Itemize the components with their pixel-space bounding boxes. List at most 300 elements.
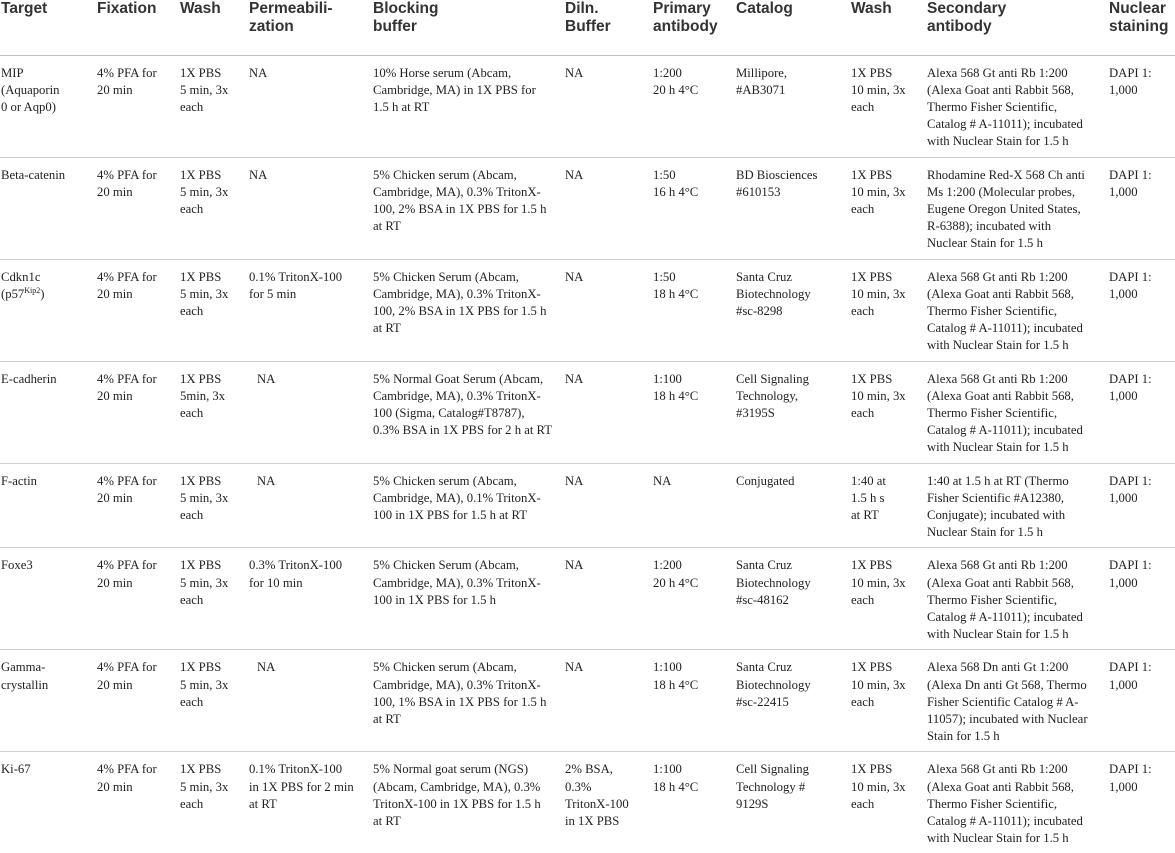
cell-text: #sc-48162 (736, 592, 789, 607)
cell-text: Technology # (736, 779, 806, 794)
cell-line (373, 659, 565, 676)
cell-line (249, 761, 373, 778)
cell-line (851, 592, 927, 609)
cell-text: Cell Signaling (736, 762, 809, 777)
cell-text: 20 min (97, 286, 133, 301)
target-cell (0, 463, 97, 548)
cell-text: Fisher Scientific #A12380, (927, 490, 1065, 505)
cell-line (1, 557, 97, 574)
catalog-cell (736, 650, 851, 752)
cell-text: DAPI 1: (1109, 371, 1152, 386)
cell-text: 1X PBS (180, 762, 222, 777)
cell-text: NA (249, 167, 268, 182)
cell-line (653, 761, 736, 778)
cell-line (373, 201, 565, 218)
cell-text: 1:200 (653, 65, 682, 80)
cell-text: NA (257, 473, 276, 488)
cell-line (653, 659, 736, 676)
primary-antibody-cell (653, 463, 736, 548)
cell-line (180, 507, 249, 524)
cell-line (927, 507, 1109, 524)
cell-line (1, 82, 97, 99)
cell-text: each (180, 796, 204, 811)
cell-text: E-cadherin (1, 371, 57, 386)
primary-antibody-cell (653, 752, 736, 853)
cell-line (1, 659, 97, 676)
target-cell (0, 752, 97, 853)
wash-2-cell (851, 752, 927, 853)
permeabilization-cell (249, 752, 373, 853)
cell-text: Foxe3 (1, 558, 33, 573)
cell-text: #AB3071 (736, 82, 786, 97)
fixation-cell (97, 55, 180, 157)
cell-line (851, 201, 927, 218)
cell-text: (Alexa Goat anti Rabbit 568, (927, 388, 1074, 403)
cell-text: 1X PBS (180, 371, 222, 386)
cell-line (565, 779, 653, 796)
secondary-antibody-cell (927, 55, 1109, 157)
nuclear-staining-cell (1109, 650, 1175, 752)
cell-line (736, 405, 851, 422)
cell-text: 18 h 4°C (653, 779, 699, 794)
secondary-antibody-cell (927, 752, 1109, 853)
cell-line (373, 184, 565, 201)
cell-line (373, 575, 565, 592)
catalog-cell (736, 259, 851, 361)
nuclear-staining-cell (1109, 752, 1175, 853)
cell-text: Cambridge, MA), 0.3% TritonX- (373, 388, 541, 403)
cell-text: at RT (851, 507, 879, 522)
cell-text: DAPI 1: (1109, 762, 1152, 777)
cell-text: 1:100 (653, 762, 682, 777)
cell-text: each (180, 405, 204, 420)
cell-text: Alexa 568 Dn anti Gt 1:200 (927, 660, 1069, 675)
cell-text: 1.5 h at RT (373, 99, 430, 114)
primary-antibody-cell (653, 548, 736, 650)
cell-text: 1:200 (653, 558, 682, 573)
cell-text: Eugene Oregon United States, (927, 201, 1081, 216)
column-header-target (0, 0, 97, 55)
cell-line (180, 796, 249, 813)
cell-line (927, 65, 1109, 82)
cell-line (373, 761, 565, 778)
cell-text: 5% Normal Goat Serum (Abcam, (373, 371, 544, 386)
target-cell (0, 259, 97, 361)
cell-line (1109, 82, 1175, 99)
cell-text: NA (257, 660, 276, 675)
cell-text: 1,000 (1109, 286, 1138, 301)
cell-text: Ki-67 (1, 762, 31, 777)
cell-text: at RT (373, 219, 401, 234)
cell-text: each (180, 201, 204, 216)
catalog-cell (736, 752, 851, 853)
cell-line (257, 659, 373, 676)
cell-text: Alexa 568 Gt anti Rb 1:200 (927, 65, 1068, 80)
secondary-antibody-cell (927, 650, 1109, 752)
cell-text: Catalog # A-11011); incubated (927, 609, 1083, 624)
cell-line (180, 405, 249, 422)
cell-line (97, 473, 180, 490)
cell-text: Thermo Fisher Scientific, (927, 405, 1058, 420)
cell-line (927, 557, 1109, 574)
cell-line (373, 677, 565, 694)
cell-text: (Alexa Goat anti Rabbit 568, (927, 82, 1074, 97)
cell-text: Nuclear Stain for 1.5 h (927, 236, 1043, 251)
cell-line (927, 728, 1109, 745)
cell-text: 5% Chicken Serum (Abcam, (373, 558, 519, 573)
blocking-buffer-cell (373, 361, 565, 463)
cell-line (927, 524, 1109, 541)
cell-line (373, 65, 565, 82)
cell-line (565, 761, 653, 778)
fixation-cell (97, 157, 180, 259)
cell-text: each (180, 507, 204, 522)
wash-cell (180, 548, 249, 650)
target-cell (0, 361, 97, 463)
diln-buffer-cell (565, 752, 653, 853)
cell-text: Biotechnology (736, 286, 811, 301)
cell-line (1109, 557, 1175, 574)
wash-2-cell (851, 361, 927, 463)
cell-line (736, 557, 851, 574)
wash-cell (180, 463, 249, 548)
cell-line (180, 473, 249, 490)
cell-line (1109, 659, 1175, 676)
cell-text: each (180, 592, 204, 607)
cell-text: crystallin (1, 677, 49, 692)
cell-text: each (180, 303, 204, 318)
cell-line (851, 371, 927, 388)
column-header-line: antibody (927, 18, 992, 35)
fixation-cell (97, 361, 180, 463)
cell-line (851, 99, 927, 116)
cell-text: 5 min, 3x (180, 82, 229, 97)
diln-buffer-cell (565, 650, 653, 752)
cell-text: 16 h 4°C (653, 184, 699, 199)
cell-line (97, 167, 180, 184)
cell-line (180, 82, 249, 99)
cell-text: 1,000 (1109, 184, 1138, 199)
superscript: Kip2 (24, 285, 41, 295)
cell-line (1109, 371, 1175, 388)
column-header-line: Permeabili- (249, 0, 333, 17)
cell-line (565, 659, 653, 676)
cell-line (373, 490, 565, 507)
cell-text: 1X PBS (180, 660, 222, 675)
cell-text: 20 h 4°C (653, 82, 699, 97)
column-header-line: Wash (851, 0, 892, 17)
cell-text: 1:100 (653, 371, 682, 386)
cell-text: 10 min, 3x (851, 388, 906, 403)
diln-buffer-cell (565, 55, 653, 157)
cell-text: each (180, 99, 204, 114)
permeabilization-cell (249, 259, 373, 361)
column-header-primary-antibody (653, 0, 736, 55)
cell-line (653, 388, 736, 405)
cell-text: 5min, 3x (180, 388, 226, 403)
cell-line (927, 303, 1109, 320)
blocking-buffer-cell (373, 650, 565, 752)
cell-text: 20 min (97, 575, 133, 590)
cell-line (851, 659, 927, 676)
cell-text: 10 min, 3x (851, 286, 906, 301)
cell-text: NA (565, 167, 584, 182)
column-header-permeabilization (249, 0, 373, 55)
cell-line (249, 796, 373, 813)
cell-line (180, 286, 249, 303)
cell-line (851, 65, 927, 82)
cell-line (736, 184, 851, 201)
cell-text: 100 in 1X PBS for 1.5 h at RT (373, 507, 527, 522)
cell-line (927, 99, 1109, 116)
cell-text: each (851, 694, 875, 709)
cell-text: 4% PFA for (97, 762, 157, 777)
cell-text: 5% Chicken serum (Abcam, (373, 167, 517, 182)
cell-text: Alexa 568 Gt anti Rb 1:200 (927, 371, 1068, 386)
cell-text: 10% Horse serum (Abcam, (373, 65, 512, 80)
cell-text: each (851, 99, 875, 114)
cell-text: Cambridge, MA), 0.3% TritonX- (373, 286, 541, 301)
nuclear-staining-cell (1109, 463, 1175, 548)
cell-line (1109, 388, 1175, 405)
cell-text: 1,000 (1109, 82, 1138, 97)
cell-line (851, 761, 927, 778)
secondary-antibody-cell (927, 463, 1109, 548)
cell-text: 1:40 at 1.5 h at RT (Thermo (927, 473, 1069, 488)
cell-text: 5 min, 3x (180, 779, 229, 794)
column-header-wash-2 (851, 0, 927, 55)
cell-line (249, 269, 373, 286)
cell-text: each (851, 201, 875, 216)
cell-line (180, 201, 249, 218)
target-cell (0, 55, 97, 157)
target-cell (0, 548, 97, 650)
cell-text: Cambridge, MA), 0.3% TritonX- (373, 184, 541, 199)
cell-line (1109, 286, 1175, 303)
cell-text: NA (257, 371, 276, 386)
cell-text: Cambridge, MA), 0.1% TritonX- (373, 490, 541, 505)
cell-text: Cell Signaling (736, 371, 809, 386)
nuclear-staining-cell (1109, 157, 1175, 259)
cell-line (180, 490, 249, 507)
cell-text: 1,000 (1109, 490, 1138, 505)
cell-text: 20 min (97, 388, 133, 403)
cell-line (180, 184, 249, 201)
column-header-secondary-antibody (927, 0, 1109, 55)
cell-line (373, 422, 565, 439)
cell-line (653, 557, 736, 574)
column-header-line: Buffer (565, 18, 611, 35)
blocking-buffer-cell (373, 752, 565, 853)
cell-text: Catalog # A-11011); incubated (927, 117, 1083, 132)
cell-line (851, 303, 927, 320)
cell-line (97, 65, 180, 82)
cell-text: Thermo Fisher Scientific, (927, 592, 1058, 607)
column-header-blocking-buffer (373, 0, 565, 55)
cell-line (927, 609, 1109, 626)
secondary-antibody-cell (927, 548, 1109, 650)
cell-line (249, 779, 373, 796)
cell-line (736, 796, 851, 813)
cell-text: at RT (373, 712, 401, 726)
column-header-line: Wash (180, 0, 221, 17)
cell-text: 0 or Aqp0) (1, 99, 56, 114)
cell-line (565, 813, 653, 830)
cell-text: 1,000 (1109, 388, 1138, 403)
cell-text: DAPI 1: (1109, 269, 1152, 284)
column-header-catalog (736, 0, 851, 55)
column-header-line: buffer (373, 18, 417, 35)
cell-line (180, 592, 249, 609)
cell-text: 1X PBS (851, 371, 893, 386)
wash-2-cell (851, 259, 927, 361)
cell-text: at RT (249, 796, 277, 811)
cell-text: 1X PBS (180, 473, 222, 488)
cell-text: 18 h 4°C (653, 286, 699, 301)
secondary-antibody-cell (927, 259, 1109, 361)
column-header-line: staining (1109, 18, 1169, 35)
permeabilization-cell (249, 548, 373, 650)
cell-text: 4% PFA for (97, 65, 157, 80)
cell-text: each (851, 303, 875, 318)
cell-text: 0.3% BSA in 1X PBS for 2 h at RT (373, 423, 552, 438)
cell-text: 5 min, 3x (180, 575, 229, 590)
cell-line (97, 659, 180, 676)
cell-line (851, 184, 927, 201)
column-header-wash (180, 0, 249, 55)
cell-text: with Nuclear Stain for 1.5 h (927, 440, 1069, 455)
cell-line (927, 201, 1109, 218)
cell-line (927, 677, 1109, 694)
cell-text: 18 h 4°C (653, 388, 699, 403)
table-header (0, 0, 1175, 55)
column-header-line: Primary (653, 0, 711, 17)
cell-line (180, 659, 249, 676)
cell-line (927, 779, 1109, 796)
cell-text: (p57 (1, 286, 25, 301)
column-header-line: Secondary (927, 0, 1007, 17)
cell-text: Fisher Scientific Catalog # A- (927, 694, 1079, 709)
cell-line (565, 269, 653, 286)
cell-line (851, 557, 927, 574)
wash-2-cell (851, 650, 927, 752)
cell-text: each (851, 796, 875, 811)
cell-line (736, 694, 851, 711)
permeabilization-cell (249, 55, 373, 157)
cell-text: #sc-8298 (736, 303, 783, 318)
cell-line (373, 473, 565, 490)
cell-line (249, 286, 373, 303)
cell-line (927, 694, 1109, 711)
nuclear-staining-cell (1109, 55, 1175, 157)
wash-2-cell (851, 55, 927, 157)
secondary-antibody-cell (927, 361, 1109, 463)
cell-text: 0.3% TritonX-100 (249, 558, 343, 573)
cell-text: Alexa 568 Gt anti Rb 1:200 (927, 269, 1068, 284)
cell-line (97, 779, 180, 796)
permeabilization-cell (249, 463, 373, 548)
cell-text: 2% BSA, (565, 762, 613, 777)
cell-text: 100 (Sigma, Catalog#T8787), (373, 405, 525, 420)
table-row (0, 361, 1175, 463)
cell-text: with Nuclear Stain for 1.5 h (927, 627, 1069, 642)
cell-text: TritonX-100 (565, 796, 629, 811)
cell-line (927, 626, 1109, 643)
cell-line (736, 388, 851, 405)
cell-line (97, 575, 180, 592)
cell-text: 1X PBS (180, 269, 222, 284)
cell-line (373, 218, 565, 235)
cell-text: 1X PBS (180, 65, 222, 80)
cell-line (257, 371, 373, 388)
table-body (0, 55, 1175, 853)
cell-line (927, 82, 1109, 99)
cell-text: BD Biosciences (736, 167, 818, 182)
cell-line (180, 99, 249, 116)
cell-text: #610153 (736, 184, 781, 199)
cell-text: #3195S (736, 405, 775, 420)
cell-text: 5% Chicken serum (Abcam, (373, 473, 517, 488)
cell-text: Catalog # A-11011); incubated (927, 814, 1083, 829)
cell-text: Biotechnology (736, 575, 811, 590)
cell-text: 4% PFA for (97, 371, 157, 386)
cell-text: 1:50 (653, 167, 676, 182)
cell-text: Santa Cruz (736, 269, 793, 284)
fixation-cell (97, 463, 180, 548)
column-header-line: Diln. (565, 0, 599, 17)
cell-line (736, 592, 851, 609)
cell-line (1, 761, 97, 778)
catalog-cell (736, 157, 851, 259)
cell-line (565, 796, 653, 813)
cell-text: Ms 1:200 (Molecular probes, (927, 184, 1075, 199)
cell-line (565, 557, 653, 574)
cell-line (736, 269, 851, 286)
cell-line (851, 82, 927, 99)
table-row (0, 548, 1175, 650)
cell-line (736, 677, 851, 694)
cell-text: Beta-catenin (1, 167, 66, 182)
diln-buffer-cell (565, 157, 653, 259)
catalog-cell (736, 463, 851, 548)
cell-text: 1X PBS (851, 660, 893, 675)
cell-line (653, 575, 736, 592)
cell-text: NA (565, 269, 584, 284)
cell-line (927, 473, 1109, 490)
cell-text: 1,000 (1109, 779, 1138, 794)
wash-cell (180, 157, 249, 259)
cell-line (180, 694, 249, 711)
cell-text: DAPI 1: (1109, 558, 1152, 573)
cell-text: 20 min (97, 490, 133, 505)
cell-line (373, 286, 565, 303)
cell-text: (Alexa Goat anti Rabbit 568, (927, 286, 1074, 301)
cell-text: NA (249, 65, 268, 80)
cell-line (373, 269, 565, 286)
fixation-cell (97, 752, 180, 853)
cell-line (851, 405, 927, 422)
cell-text-suffix: ) (40, 286, 45, 301)
cell-text: 4% PFA for (97, 660, 157, 675)
cell-line (1, 473, 97, 490)
cell-line (97, 286, 180, 303)
fixation-cell (97, 548, 180, 650)
cell-line (373, 405, 565, 422)
permeabilization-cell (249, 157, 373, 259)
cell-text: each (851, 592, 875, 607)
cell-text: 0.1% TritonX-100 (249, 269, 343, 284)
cell-text: 1X PBS (180, 167, 222, 182)
